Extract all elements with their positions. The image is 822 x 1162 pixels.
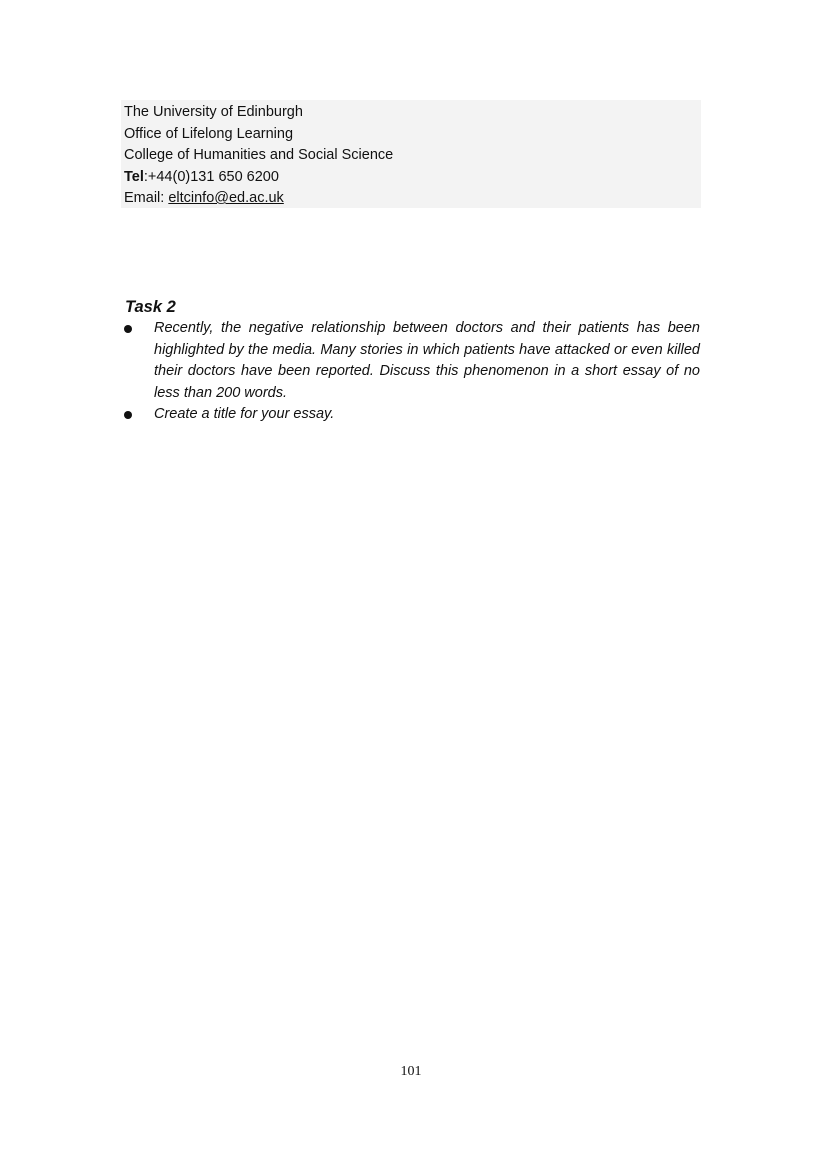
office-name: Office of Lifelong Learning xyxy=(124,125,294,142)
email-line xyxy=(124,188,701,210)
task-instruction-item xyxy=(122,318,700,404)
task-instructions-list xyxy=(122,318,700,426)
contact-info-box xyxy=(121,100,701,208)
task-instruction-text: Create a title for your essay. xyxy=(154,406,335,422)
university-name: The University of Edinburgh xyxy=(124,104,303,120)
telephone-number: :+44(0)131 650 6200 xyxy=(143,168,279,185)
email-link[interactable]: eltcinfo@ed.ac.uk xyxy=(168,190,284,206)
task-heading: Task 2 xyxy=(125,298,176,316)
bullet-icon xyxy=(124,325,132,333)
bullet-icon xyxy=(124,411,132,419)
telephone-line xyxy=(124,167,701,189)
email-label: Email: xyxy=(124,190,169,206)
task-instruction-item xyxy=(122,404,700,426)
college-name: College of Humanities and Social Science xyxy=(124,147,394,163)
telephone-label: Tel xyxy=(124,168,144,185)
page-number: 101 xyxy=(400,1064,422,1079)
task-instruction-text: Recently, the negative relationship between doctors and their patients has been highlighted by the media. Many stories in which patients have attacked or even killed their doctors have been reported. Discuss this phenomenon in a short essay of no less than 200 words. xyxy=(154,320,700,401)
